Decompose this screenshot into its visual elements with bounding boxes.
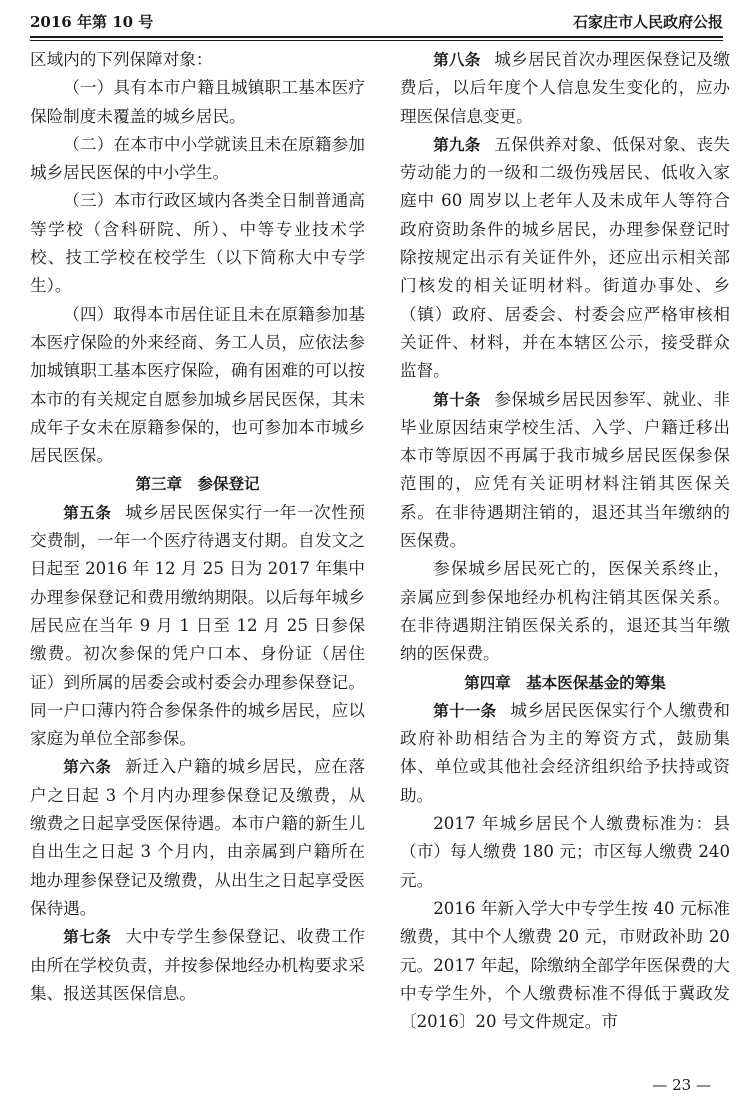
right-column xyxy=(400,46,730,1036)
issue-number: 2016 年第 10 号 xyxy=(30,13,154,31)
article-5-text: 城乡居民医保实行一年一次性预交费制，一年一个医疗待遇支付期。自发文之日起至 2016 年 12 月 25 日为 2017 年集中办理参保登记和费用缴纳期限。以后每年城乡居民应在当年 9 月 1 日至 12 月 25 日参保缴费。初次参保的凭户口本、身份证（居住证）到所属的居委会或村委会办理参保登记。同一户口薄内符合参保条件的城乡居民，应以家庭为单位全部参保。 xyxy=(30,502,365,749)
article-8-text: 城乡居民首次办理医保登记及缴费后，以后年度个人信息发生变化的，应办理医保信息变更。 xyxy=(400,50,730,126)
article-9 xyxy=(400,131,730,386)
article-10 xyxy=(400,386,730,556)
article-11-label: 第十一条 xyxy=(433,701,497,720)
paragraph-2017-fee: 2017 年城乡居民个人缴费标准为：县（市）每人缴费 180 元；市区每人缴费 240 元。 xyxy=(400,814,730,890)
article-6-text: 新迁入户籍的城乡居民，应在落户之日起 3 个月内办理参保登记及缴费，从缴费之日起享受医保待遇。本市户籍的新生儿自出生之日起 3 个月内，由亲属到户籍所在地办理参保登记及缴费，从出生之日起享受医保待遇。 xyxy=(30,757,365,918)
article-7 xyxy=(30,923,365,1008)
article-9-label: 第九条 xyxy=(433,135,481,154)
paragraph-intro: 区域内的下列保障对象： xyxy=(30,50,213,69)
article-10-label: 第十条 xyxy=(433,390,481,409)
chapter-3-heading: 第三章 参保登记 xyxy=(135,475,260,494)
paragraph-death: 参保城乡居民死亡的，医保关系终止，亲属应到参保地经办机构注销其医保关系。在非待遇期注销医保关系的，退还其当年缴纳的医保费。 xyxy=(400,559,730,664)
page-number: — 23 — xyxy=(652,1076,711,1094)
article-9-text: 五保供养对象、低保对象、丧失劳动能力的一级和二级伤残居民、低收入家庭中 60 周岁以上老年人及未成年人等符合政府资助条件的城乡居民，办理参保登记时除按规定出示有关证件外，还应出示相关部门核发的相关证明材料。街道办事处、乡（镇）政府、居委会、村委会应严格审核相关证件、材料，并在本辖区公示，接受群众监督。 xyxy=(400,134,730,381)
item-4: （四）取得本市居住证且未在原籍参加基本医疗保险的外来经商、务工人员，应依法参加城镇职工基本医疗保险，确有困难的可以按本市的有关规定自愿参加城乡居民医保，其未成年子女未在原籍参保的，也可参加本市城乡居民医保。 xyxy=(30,304,365,466)
page-header xyxy=(30,12,723,34)
article-6-label: 第六条 xyxy=(63,758,112,777)
publication-title: 石家庄市人民政府公报 xyxy=(572,13,723,31)
article-5-label: 第五条 xyxy=(63,503,112,522)
article-10-text: 参保城乡居民因参军、就业、非毕业原因结束学校生活、入学、户籍迁移出本市等原因不再属于我市城乡居民医保参保范围的，应凭有关证明材料注销其医保关系。在非待遇期注销的，退还其当年缴纳的医保费。 xyxy=(400,389,730,551)
item-1: （一）具有本市户籍且城镇职工基本医疗保险制度未覆盖的城乡居民。 xyxy=(30,78,365,126)
article-8 xyxy=(400,46,730,131)
chapter-4-heading: 第四章 基本医保基金的筹集 xyxy=(464,673,666,692)
article-7-text: 大中专学生参保登记、收费工作由所在学校负责，并按参保地经办机构要求采集、报送其医保信息。 xyxy=(30,927,365,1003)
article-11-text: 城乡居民医保实行个人缴费和政府补助相结合为主的筹资方式，鼓励集体、单位或其他社会经济组织给予扶持或资助。 xyxy=(400,700,730,805)
left-column xyxy=(30,46,365,1008)
item-3: （三）本市行政区域内各类全日制普通高等学校（含科研院、所）、中等专业技术学校、技工学校在校学生（以下简称大中专学生）。 xyxy=(30,191,365,296)
article-11 xyxy=(400,697,730,810)
paragraph-2016-student-fee: 2016 年新入学大中专学生按 40 元标准缴费，其中个人缴费 20 元，市财政补助 20 元。2017 年起，除缴纳全部学年医保费的大中专学生外，个人缴费标准不得低于冀政发〔2016〕20 号文件规定。市 xyxy=(400,898,730,1032)
header-rule xyxy=(30,36,723,41)
article-6 xyxy=(30,753,365,923)
item-2: （二）在本市中小学就读且未在原籍参加城乡居民医保的中小学生。 xyxy=(30,134,365,183)
article-8-label: 第八条 xyxy=(433,51,481,69)
article-5 xyxy=(30,499,365,754)
article-7-label: 第七条 xyxy=(63,928,112,947)
